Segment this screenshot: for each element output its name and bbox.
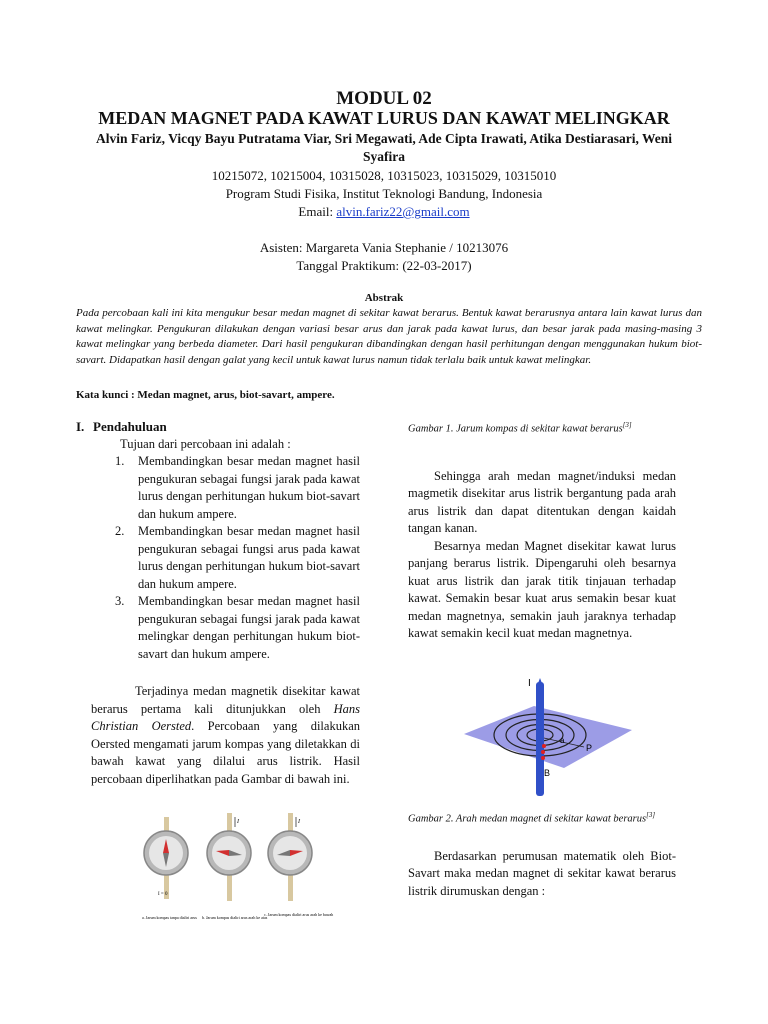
- compass-c: [268, 813, 312, 901]
- list-item: [76, 523, 360, 593]
- compass-b: [207, 813, 251, 901]
- list-item: [76, 453, 360, 523]
- wire: [536, 682, 544, 796]
- email-line: [0, 204, 768, 220]
- magnetic-field-figure: [464, 672, 632, 800]
- objectives-list: [76, 453, 360, 663]
- right-column-lower: [408, 808, 676, 900]
- section-number: I.: [76, 419, 85, 434]
- paper-title: MEDAN MAGNET PADA KAWAT LURUS DAN KAWAT MELINGKAR: [98, 108, 670, 128]
- left-column: [76, 418, 360, 788]
- point-label: P: [586, 743, 593, 753]
- abstract-text: Pada percobaan kali ini kita mengukur besar medan magnet di sekitar kawat berarus. Bentuk kawat berarusnya antara lain kawat lurus dan kawat melingkar. Pengukuran dilakukan dengan variasi besar arus dan jarak pada kawat lurus, dan besar jarak pada masing-masing 3 kawat melingkar yang berbeda diameter. Dari hasil pengukuran dibandingkan dengan hasil perhitungan dengan menggunakan hukum biot-savart. Didapatkan hasil dengan galat yang kecil untuk kawat lurus namun tidak terlalu baik untuk kawat melingkar.: [76, 307, 702, 366]
- plane: [464, 706, 632, 768]
- student-ids: 10215072, 10215004, 10315028, 10315023, 10315029, 10315010: [211, 168, 557, 183]
- section-title: Pendahuluan: [93, 419, 167, 434]
- distance-label: a: [560, 736, 565, 745]
- email-label: Email:: [298, 204, 337, 219]
- paragraph-field-magnitude: Besarnya medan Magnet disekitar kawat lurus panjang berarus listrik. Dipengaruhi oleh besarnya kuat arus listrik dan jarak titik tinjauan terhadap kawat. Semakin besar kuat arus semakin besar kuat medan magnetnya, semakin jauh jaraknya terhadap kawat semakin kecil kuat medan magnetnya.: [408, 538, 676, 640]
- affiliation: Program Studi Fisika, Institut Teknologi Bandung, Indonesia: [225, 186, 543, 201]
- module-number: MODUL 02: [336, 88, 432, 109]
- scientist-name: Hans Christian Oersted: [91, 701, 360, 733]
- caption-a: a. Jarum kompas tanpa dialiri arus: [142, 915, 197, 920]
- current-label: I: [528, 678, 531, 689]
- abstract-heading: Abstrak: [364, 292, 404, 304]
- section-heading: [76, 418, 360, 436]
- list-item: [76, 593, 360, 663]
- email-link[interactable]: alvin.fariz22@gmail.com: [336, 204, 470, 219]
- field-label: B: [544, 768, 551, 778]
- keywords: Kata kunci : Medan magnet, arus, biot-savart, ampere.: [76, 389, 335, 401]
- list-number: 2.: [115, 524, 125, 538]
- list-number: 3.: [115, 594, 125, 608]
- caption-text: Gambar 1. Jarum kompas di sekitar kawat berarus: [408, 423, 623, 435]
- label-i: I: [298, 819, 300, 825]
- label-i-zero: I = 0: [158, 892, 168, 897]
- list-text: Membandingkan besar medan magnet hasil pengukuran sebagai fungsi jarak pada kawat lurus dengan perhitungan hukum biot-savart dan hukum ampere.: [138, 454, 360, 521]
- paragraph-text: . Percobaan yang dilakukan Oersted mengamati jarum kompas yang diletakkan di bawah kawat yang dilalui arus listrik. Hasil percobaan diperlihatkan pada Gambar di bawah ini.: [91, 719, 360, 786]
- list-text: Membandingkan besar medan magnet hasil pengukuran sebagai fungsi arus pada kawat lurus dengan perhitungan hukum biot-savart dan hukum ampere.: [138, 524, 360, 591]
- figure-1-caption: [408, 418, 676, 437]
- citation: [3]: [622, 421, 632, 429]
- list-text: Membandingkan besar medan magnet hasil pengukuran sebagai fungsi jarak pada kawat melingkar dengan perhitungan hukum biot-savart dan hukum ampere.: [138, 594, 360, 661]
- paragraph-biot-savart: Berdasarkan perumusan matematik oleh Biot-Savart maka medan magnet di sekitar kawat berarus listrik dirumuskan dengan :: [408, 848, 676, 898]
- paragraph-text: Terjadinya medan magnetik disekitar kawat berarus pertama kali ditunjukkan oleh: [91, 684, 360, 716]
- citation: [3]: [646, 811, 656, 819]
- compass-a: [144, 817, 188, 899]
- list-number: 1.: [115, 454, 125, 468]
- caption-c: c. Jarum kompas dialiri arus arah ke bawah: [264, 912, 334, 917]
- figure-2-caption: [408, 808, 676, 827]
- caption-b: b. Jarum kompas dialiri arus arah ke atas: [202, 915, 268, 920]
- author-list: Alvin Fariz, Vicqy Bayu Putratama Viar, Sri Megawati, Ade Cipta Irawati, Atika Destiarasari, Weni Syafira: [96, 131, 672, 164]
- compass-figure: [136, 813, 334, 933]
- oersted-paragraph: [76, 683, 360, 788]
- practicum-date: Tanggal Praktikum: (22-03-2017): [296, 258, 472, 273]
- caption-text: Gambar 2. Arah medan magnet di sekitar kawat berarus: [408, 813, 647, 825]
- objectives-intro: Tujuan dari percobaan ini adalah :: [120, 436, 291, 451]
- label-i: I: [237, 819, 239, 825]
- paragraph-right-hand-rule: Sehingga arah medan magnet/induksi medan magmetik disekitar arus listrik bergantung pada arah arus listrik dan dapat ditentukan dengan kaidah tangan kanan.: [408, 468, 676, 535]
- assistant-line: Asisten: Margareta Vania Stephanie / 10213076: [259, 240, 509, 255]
- right-column: [408, 418, 676, 643]
